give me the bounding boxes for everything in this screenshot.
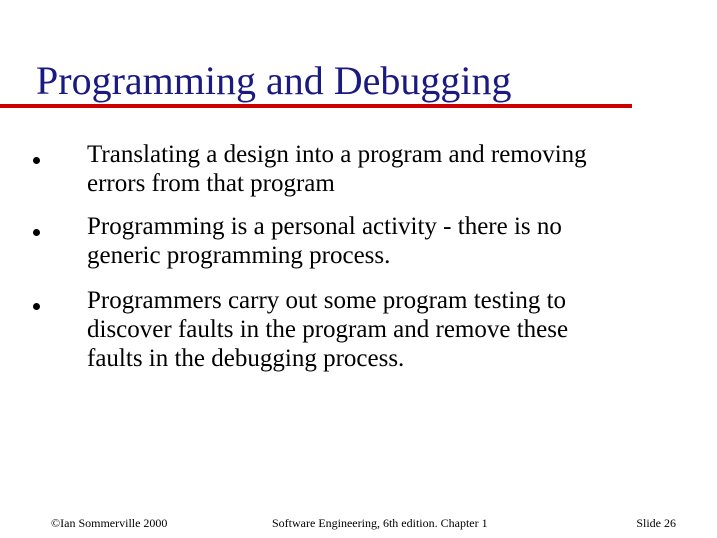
footer-copyright: ©Ian Sommerville 2000 xyxy=(51,516,168,530)
footer-book-title: Software Engineering, 6th edition. Chapter 1 xyxy=(272,516,488,530)
title-underline-rule xyxy=(0,104,632,108)
bullet-dot-icon xyxy=(33,303,40,310)
bullet-dot-icon xyxy=(33,157,40,164)
bullet-dot-icon xyxy=(33,229,40,236)
bullet-text: Programming is a personal activity - there is no generic programming process. xyxy=(87,213,562,269)
bullet-text: Translating a design into a program and removing errors from that program xyxy=(87,141,587,197)
slide-title: Programming and Debugging xyxy=(36,58,512,103)
footer-slide-number: Slide 26 xyxy=(636,516,676,530)
bullet-text: Programmers carry out some program testing to discover faults in the program and remove these faults in the debugging process. xyxy=(87,287,569,372)
